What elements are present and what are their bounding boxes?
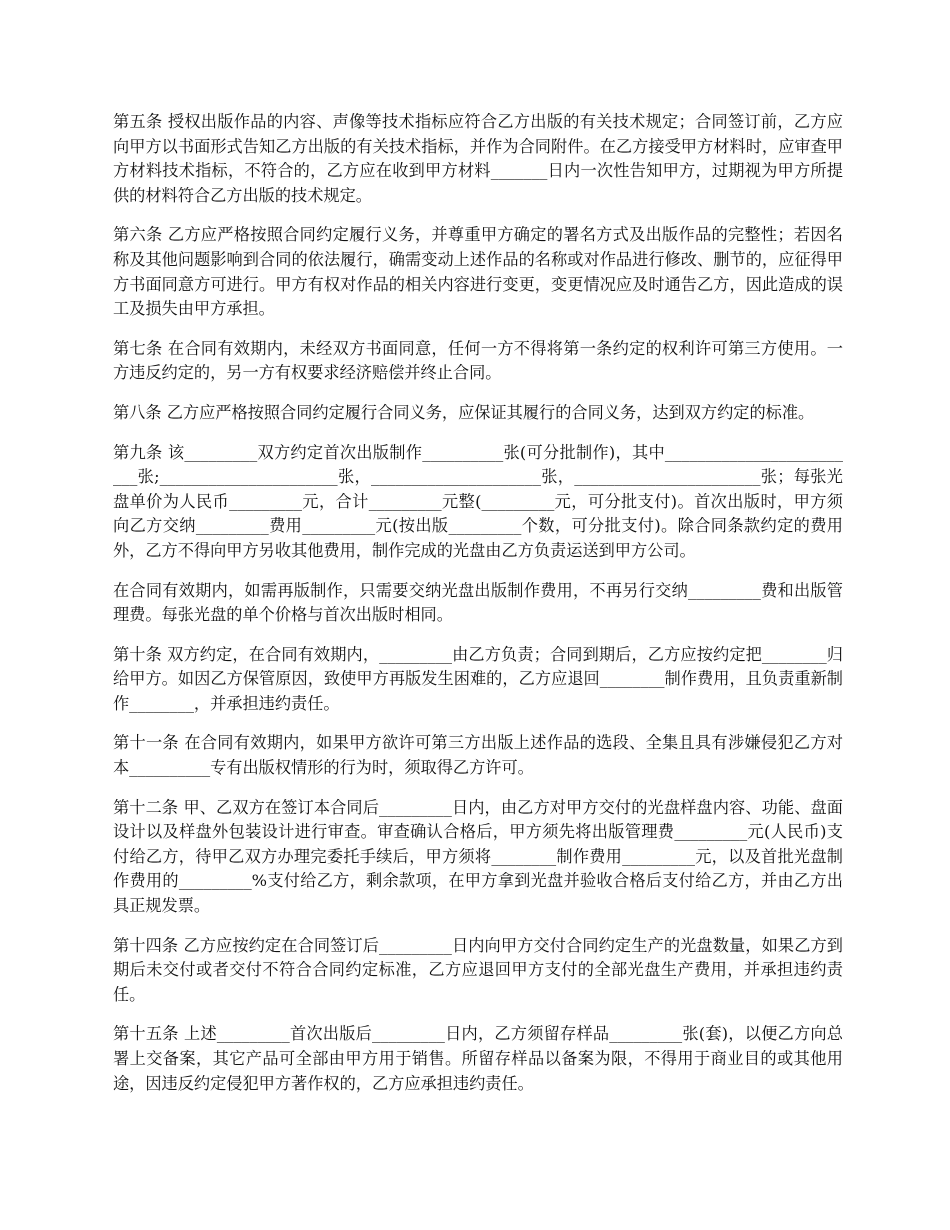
article-5-paragraph: 第五条 授权出版作品的内容、声像等技术指标应符合乙方出版的有关技术规定；合同签订前，乙方应向甲方以书面形式告知乙方出版的有关技术指标，并作为合同附件。在乙方接受甲方材料时，应审查甲方材料技术指标，不符合的，乙方应在收到甲方材料_______日内一次性告知甲方，过期视为甲方所提供的材料符合乙方出版的技术规定。 bbox=[113, 112, 843, 205]
article-7-paragraph: 第七条 在合同有效期内，未经双方书面同意，任何一方不得将第一条约定的权利许可第三方使用。一方违反约定的，另一方有权要求经济赔偿并终止合同。 bbox=[113, 338, 843, 383]
article-10-paragraph: 第十条 双方约定，在合同有效期内，_________由乙方负责；合同到期后，乙方应按约定把________归给甲方。如因乙方保管原因，致使甲方再版发生困难的，乙方应退回________制作费用，且负责重新制作________，并承担违约责任。 bbox=[113, 644, 843, 713]
article-8-paragraph: 第八条 乙方应严格按照合同约定履行合同义务，应保证其履行的合同义务，达到双方约定的标准。 bbox=[113, 402, 815, 422]
article-14-paragraph: 第十四条 乙方应按约定在合同签订后_________日内向甲方交付合同约定生产的光盘数量，如果乙方到期后未交付或者交付不符合合同约定标准，乙方应退回甲方支付的全部光盘生产费用，并承担违约责任。 bbox=[113, 935, 843, 1004]
article-12-paragraph: 第十二条 甲、乙双方在签订本合同后_________日内，由乙方对甲方交付的光盘样盘内容、功能、盘面设计以及样盘外包装设计进行审查。审查确认合格后，甲方须先将出版管理费_________元(人民币)支付给乙方，待甲乙双方办理完委托手续后，甲方须将________制作费用_________元，以及首批光盘制作费用的_________%支付给乙方，剩余款项，在甲方拿到光盘并验收合格后支付给乙方，并由乙方出具正规发票。 bbox=[113, 797, 843, 916]
document-page bbox=[113, 110, 843, 1111]
article-9-paragraph: 第九条 该_________双方约定首次出版制作__________张(可分批制作)，其中_________________________张;______________________张，_____________________张，_______________________张；每张光盘单价为人民币_________元，合计_________元整(_________元，可分批支付)。首次出版时，甲方须向乙方交纳_________费用_________元(按出版_________个数，可分批支付)。除合同条款约定的费用外，乙方不得向甲方另收其他费用，制作完成的光盘由乙方负责运送到甲方公司。 bbox=[113, 442, 843, 560]
article-11-paragraph: 第十一条 在合同有效期内，如果甲方欲许可第三方出版上述作品的选段、全集且具有涉嫌侵犯乙方对本__________专有出版权情形的行为时，须取得乙方许可。 bbox=[113, 733, 843, 778]
reprint-paragraph: 在合同有效期内，如需再版制作，只需要交纳光盘出版制作费用，不再另行交纳_________费和出版管理费。每张光盘的单个价格与首次出版时相同。 bbox=[113, 580, 843, 625]
article-15-paragraph: 第十五条 上述_________首次出版后_________日内，乙方须留存样品_________张(套)，以便乙方向总署上交备案，其它产品可全部由甲方用于销售。所留存样品以备案为限，不得用于商业目的或其他用途，因违反约定侵犯甲方著作权的，乙方应承担违约责任。 bbox=[113, 1024, 843, 1093]
article-6-paragraph: 第六条 乙方应严格按照合同约定履行义务，并尊重甲方确定的署名方式及出版作品的完整性；若因名称及其他问题影响到合同的依法履行，确需变动上述作品的名称或对作品进行修改、删节的，应征得甲方书面同意方可进行。甲方有权对作品的相关内容进行变更，变更情况应及时通告乙方，因此造成的误工及损失由甲方承担。 bbox=[113, 225, 843, 319]
